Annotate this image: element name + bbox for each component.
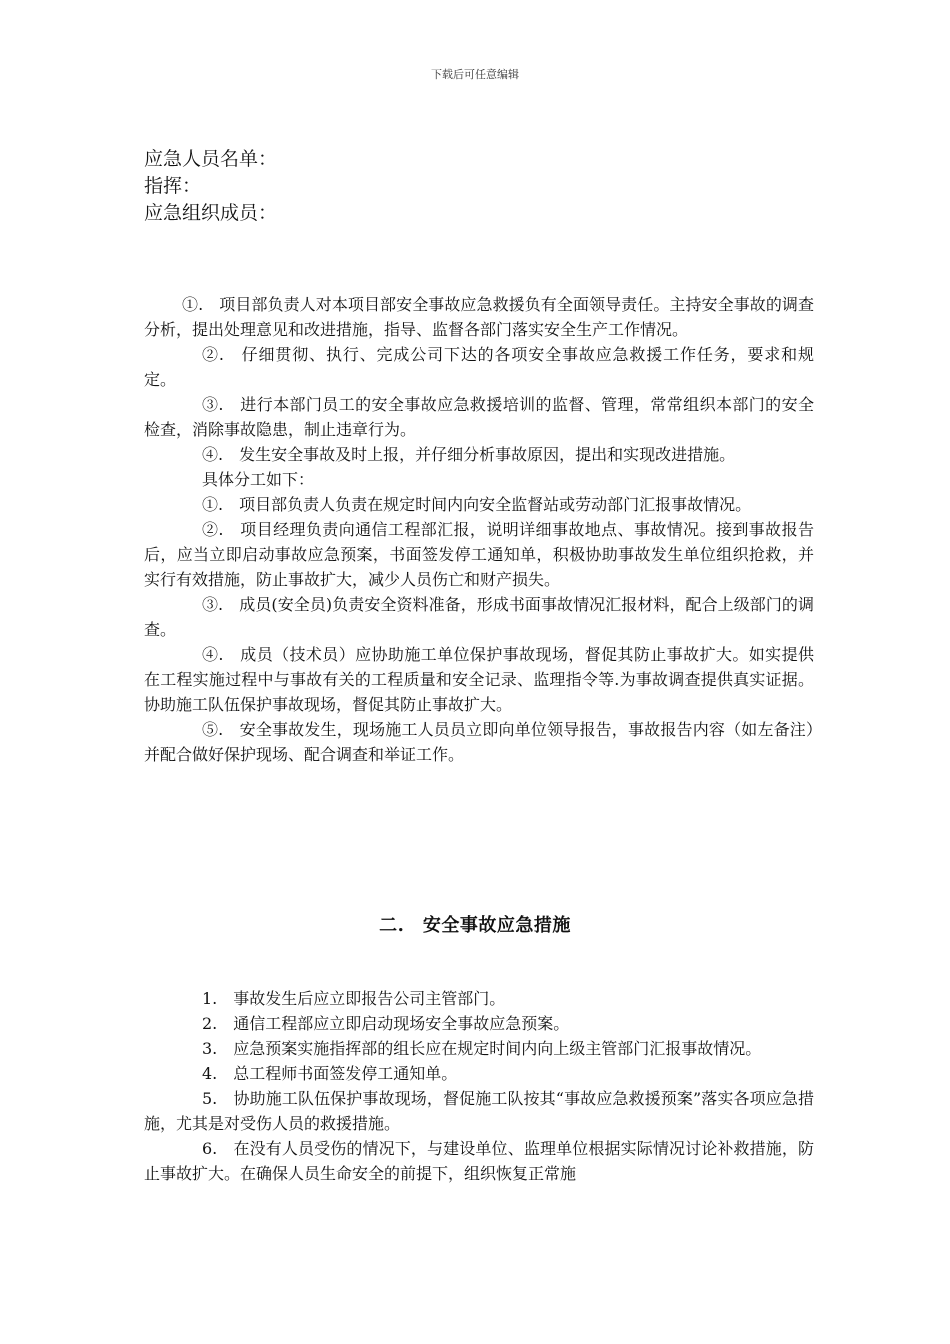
commander-label: 指挥： [144, 175, 202, 197]
page-header: 下载后可任意编辑 [431, 68, 519, 81]
division-paragraph: ③. 成员(安全员)负责安全资料准备，形成书面事故情况汇报材料，配合上级部门的调查。 [144, 595, 814, 639]
duty-paragraph: ②. 仔细贯彻、执行、完成公司下达的各项安全事故应急救援工作任务，要求和规定。 [144, 345, 814, 389]
division-paragraph: ②. 项目经理负责向通信工程部汇报，说明详细事故地点、事故情况。接到事故报告后，应当立即启动事故应急预案，书面签发停工通知单，积极协助事故发生单位组织抢救，并实行有效措施，防止事故扩大，减少人员伤亡和财产损失。 [144, 520, 814, 589]
measure-item: 3. 应急预案实施指挥部的组长应在规定时间内向上级主管部门汇报事故情况。 [202, 1039, 762, 1058]
division-paragraph: ⑤. 安全事故发生，现场施工人员员立即向单位领导报告，事故报告内容（如左备注）并配合做好保护现场、配合调查和举证工作。 [144, 720, 814, 764]
measure-item: 6. 在没有人员受伤的情况下，与建设单位、监理单位根据实际情况讨论补救措施，防止事故扩大。在确保人员生命安全的前提下，组织恢复正常施 [144, 1139, 814, 1183]
measures-list [144, 986, 814, 1186]
emergency-personnel-list [144, 146, 277, 227]
measure-item: 2. 通信工程部应立即启动现场安全事故应急预案。 [202, 1014, 570, 1033]
members-label: 应急组织成员： [144, 202, 278, 224]
division-paragraph: ①. 项目部负责人负责在规定时间内向安全监督站或劳动部门汇报事故情况。 [202, 495, 752, 514]
personnel-list-title: 应急人员名单： [144, 148, 278, 170]
division-paragraph: ④. 成员（技术员）应协助施工单位保护事故现场，督促其防止事故扩大。如实提供在工程实施过程中与事故有关的工程质量和安全记录、监理指令等.为事故调查提供真实证据。协助施工队伍保护事故现场，督促其防止事故扩大。 [144, 645, 814, 714]
measure-item: 5. 协助施工队伍保护事故现场，督促施工队按其“事故应急救援预案”落实各项应急措施，尤其是对受伤人员的救援措施。 [144, 1089, 814, 1133]
measure-item: 4. 总工程师书面签发停工通知单。 [202, 1064, 458, 1083]
duty-paragraph: ①. 项目部负责人对本项目部安全事故应急救援负有全面领导责任。主持安全事故的调查分析，提出处理意见和改进措施，指导、监督各部门落实安全生产工作情况。 [144, 295, 814, 339]
duty-paragraph: ③. 进行本部门员工的安全事故应急救援培训的监督、管理，常常组织本部门的安全检查，消除事故隐患，制止违章行为。 [144, 395, 814, 439]
division-heading: 具体分工如下： [202, 470, 315, 489]
section-title: 二. 安全事故应急措施 [379, 915, 571, 936]
measure-item: 1. 事故发生后应立即报告公司主管部门。 [202, 989, 506, 1008]
duties-section [144, 292, 814, 767]
duty-paragraph: ④. 发生安全事故及时上报，并仔细分析事故原因，提出和实现改进措施。 [202, 445, 736, 464]
